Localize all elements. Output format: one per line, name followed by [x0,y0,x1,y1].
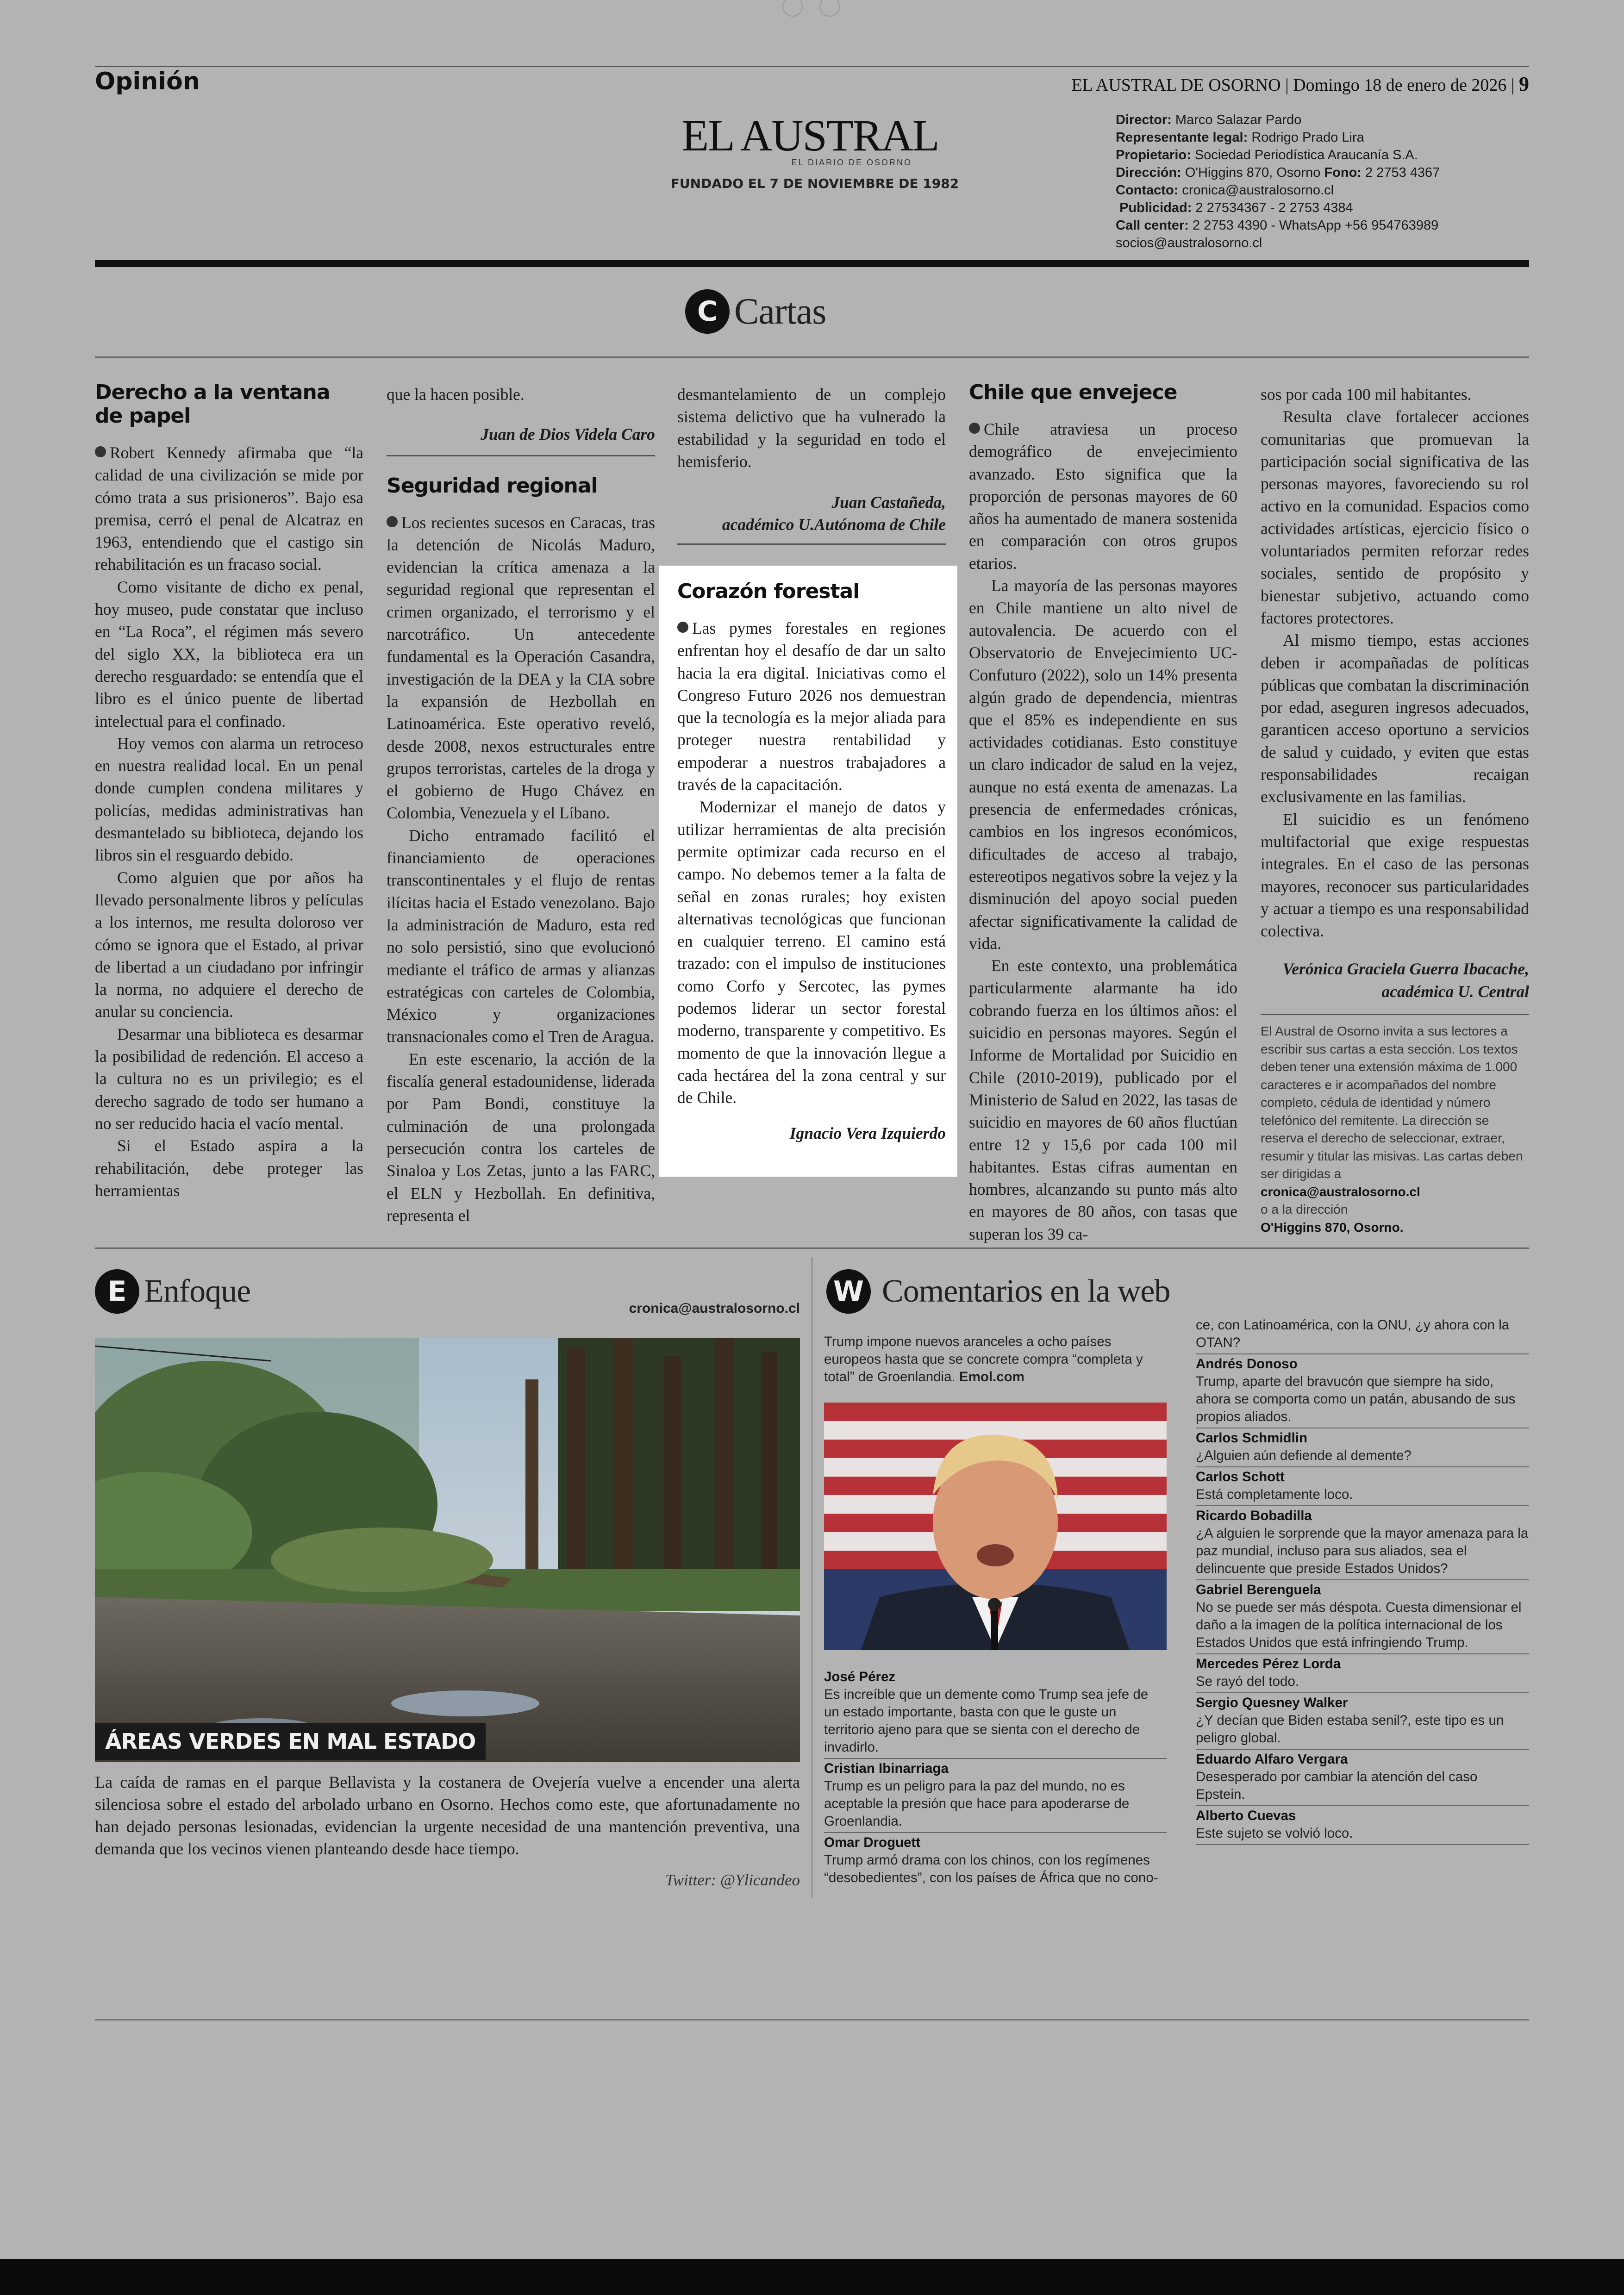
headline-text: Trump impone nuevos aranceles a ocho países europeos hasta que se concrete compra “completa y total” de Groenlandia. [824,1334,1143,1384]
cartas-heading: Cartas [734,291,826,332]
comment-item [1196,1580,1529,1654]
comment-author[interactable]: Omar Droguett [824,1835,921,1850]
submission-note-text: El Austral de Osorno invita a sus lectores a escribir sus cartas a esta sección. Los textos deben tener una extensión máxima de 1.000 caracteres e ir acompañados del nombre completo, cédula de identidad y número telefónico del remitente. La dirección se reserva el derecho de seleccionar, extraer, resumir y titular las misivas. Las cartas deben ser dirigidas a [1261,1024,1523,1181]
comment-text: No se puede ser más déspota. Cuesta dimensionar el daño a la imagen de la política internacional de los Estados Unidos que está infringiendo Trump. [1196,1600,1522,1650]
staff-row: Call center: 2 2753 4390 - WhatsApp +56 954763989 [1116,218,1439,233]
letter-4-paragraph: La mayoría de las personas mayores en Chile mantiene un alto nivel de autovalencia. De acuerdo con el Observatorio de Envejecimiento UC-Confuturo (2022), solo un 14% presenta algún grado de dependencia, mientras que el 85% es independiente en sus actividades cotidianas. Esto constituye un claro indicador de salud en la vejez, aunque no está exenta de amenazas. La presencia de enfermedades crónicas, cambios en los ingresos económicos, dificultades de acceso al trabajo, estereotipos negativos sobre la vejez y la disminución del apoyo social pueden afectar significativamente la calidad de vida. [969,576,1237,953]
top-rule [95,66,1529,67]
folio-date: Domingo 18 de enero de 2026 [1293,75,1507,95]
letter-2-signature-affiliation: académico U.Autónoma de Chile [722,515,946,534]
header-bottom-rule [95,260,1529,267]
letter-4-paragraph: Resulta clave fortalecer acciones comunitarias que promuevan la participación social significativa de las personas mayores, favoreciendo su rol activo en la comunidad. Espacios como actividades artísticas, ejercicio físico o voluntariados permiten reforzar redes sociales, sentido de propósito y bienestar subjetivo, actuando como factores protectores. [1261,407,1529,627]
letter-3-paragraph: Las pymes forestales en regiones enfrentan hoy el desafío de dar un salto hacia la era digital. Iniciativas como el Congreso Futuro 2026 nos demuestran que la tecnología es la mejor aliada para proteger nuestra rentabilidad y empoderar a nuestros trabajadores a través de la capacitación. [677,619,946,794]
enfoque-email[interactable]: cronica@australosorno.cl [629,1301,800,1316]
letter-4-paragraph: Al mismo tiempo, estas acciones deben ir acompañadas de políticas públicas que combatan la discriminación por edad, aseguren ingresos adecuados, garanticen acceso oportuno a servicios de salud y cuidado, y eviten que estas responsabilidades recaigan exclusivamente en las familias. [1261,631,1529,806]
letter-2-continuation: desmantelamiento de un complejo sistema delictivo que ha vulnerado la estabilidad y la seguridad en todo el hemisferio. [677,385,946,471]
staff-row: Contacto: cronica@australosorno.cl [1116,183,1334,198]
comment-author[interactable]: Sergio Quesney Walker [1196,1695,1348,1710]
headline-source[interactable]: Emol.com [959,1369,1024,1384]
letter-1-paragraph: Si el Estado aspira a la rehabilitación, debe proteger las herramientas [95,1136,363,1200]
comment-text: Este sujeto se volvió loco. [1196,1826,1353,1841]
masthead-logo [667,113,954,168]
comment-text: Es increíble que un demente como Trump sea jefe de un estado importante, basta con que le guste un territorio ajeno para que se sienta con el derecho de invadirlo. [824,1687,1149,1755]
comment-author[interactable]: Mercedes Pérez Lorda [1196,1656,1341,1671]
comment-author[interactable]: Carlos Schott [1196,1469,1285,1484]
news-photo [824,1403,1167,1650]
comment-text: Se rayó del todo. [1196,1674,1299,1689]
letter-1-signature: Juan de Dios Videla Caro [481,425,655,444]
comment-item [1196,1654,1529,1693]
submission-or: o a la dirección [1261,1202,1348,1217]
letter-2-paragraph: En este escenario, la acción de la fiscalía general estadounidense, liderada por Pam Bondi, constituye la culminación de una prolongada persecución contra los carteles de Sinaloa y Los Zetas, junto a las FARC, el ELN y Hezbollah. En definitiva, representa el [387,1049,655,1225]
comment-author[interactable]: Carlos Schmidlin [1196,1430,1307,1446]
section-label: Opinión [95,68,200,95]
letter-divider [1261,1014,1529,1015]
staff-row: Publicidad: 2 27534367 - 2 2753 4384 [1119,200,1353,215]
letter-1-paragraph: Hoy vemos con alarma un retroceso en nuestra realidad local. En un penal donde cumplen condena militares y policías, medidas administrativas han desmantelado su biblioteca, dejando los libros sin el resguardo debido. [95,734,363,865]
comentarios-icon: W [826,1269,871,1314]
comment-text: Está completamente loco. [1196,1487,1353,1502]
staff-row: socios@australosorno.cl [1116,236,1262,250]
letter-4-continuation-column [1261,383,1529,1236]
comentarios-title [826,1269,1170,1314]
comment-item [1196,1506,1529,1580]
letter-1-paragraph: Desarmar una biblioteca es desarmar la posibilidad de redención. El acceso a la cultura no es un privilegio; es el derecho sagrado de todo ser humano a no ser reducido hacia el vacío mental. [95,1024,363,1133]
comment-item [824,1759,1167,1833]
comment-text: ¿Alguien aún defiende al demente? [1196,1448,1412,1463]
masthead-subtitle: EL DIARIO DE OSORNO [791,158,912,167]
cartas-title [685,289,826,334]
letter-2-paragraph: Los recientes sucesos en Caracas, tras la detención de Nicolás Maduro, evidencian la crítica amenaza a la seguridad regional que representan el crimen organizado, el terrorismo y el narcotráfico. Un antecedente fundamental es la Operación Casandra, investigación de la DEA y la CIA sobre la expansión de Hezbollah en Latinoamérica. Este operativo reveló, desde 2008, nexos estructurales entre grupos terroristas, carteles de la droga y el gobierno de Hugo Chávez en Colombia, Venezuela y el Líbano. [387,513,655,823]
folio: EL AUSTRAL DE OSORNO | Domingo 18 de enero de 2026 | 9 [1071,73,1529,95]
letter-1-continuation: que la hacen posible. [387,385,525,404]
bullet-icon [95,446,106,457]
staff-row: Representante legal: Rodrigo Prado Lira [1116,130,1364,145]
submission-email[interactable]: cronica@australosorno.cl [1261,1184,1420,1199]
park-photo-illustration [95,1338,800,1762]
masthead-name: EL AUSTRAL [681,111,939,160]
letter-3-title: Corazón forestal [677,580,860,603]
letter-1-paragraph: Como alguien que por años ha llevado personalmente libros y películas a los internos, me resulta doloroso ver cómo se ignora que el Estado, al privar de libertad a un ciudadano por infringir la norma, no adquiere el derecho de anular su conciencia. [95,868,363,1021]
comment-continuation: ce, con Latinoamérica, con la ONU, ¿y ahora con la OTAN? [1196,1316,1529,1354]
enfoque-title [95,1269,250,1314]
enfoque-credit[interactable]: Twitter: @Ylicandeo [665,1871,800,1889]
letter-2-paragraph: Dicho entramado facilitó el financiamiento de operaciones transcontinentales y el flujo de rentas ilícitas hacia el Estado venezolano. Bajo la administración de Maduro, esta red no solo persistió, sino que evolucionó mediante el tráfico de armas y alianzas estratégicas con carteles de Colombia, México y organizaciones transnacionales como el Tren de Aragua. [387,826,655,1046]
letter-2-signature-name: Juan Castañeda, [831,493,946,512]
bullet-icon [969,423,980,434]
page-bottom-rule [95,2019,1529,2021]
comment-item [1196,1693,1529,1750]
letter-2-title: Seguridad regional [387,474,598,498]
bullet-icon [387,516,398,527]
letter-4-paragraph: Chile atraviesa un proceso demográfico de envejecimiento avanzado. Esto significa que la proporción de personas mayores de 60 años ha aumentado de manera sostenida en comparación con otros grupos etarios. [969,420,1237,573]
comment-text: Desesperado por cambiar la atención del caso Epstein. [1196,1769,1478,1802]
comment-text: Trump armó drama con los chinos, con los regímenes “desobedientes”, con los países de África que no cono- [824,1852,1158,1885]
bullet-icon [677,622,688,633]
letter-4-title: Chile que envejece [969,380,1177,404]
enfoque-text: La caída de ramas en el parque Bellavista y la costanera de Ovejería vuelve a encender una alerta silenciosa sobre el estado del arbolado urbano en Osorno. Hechos como este, que afortunadamente no han dejado personas lesionadas, evidencian la urgente necesidad de una mantención preventiva, una demanda que los vecinos vienen planteando desde hace tiempo. [95,1773,800,1858]
letter-3-signature: Ignacio Vera Izquierdo [789,1123,946,1142]
comment-author[interactable]: Ricardo Bobadilla [1196,1508,1312,1523]
letter-divider [677,543,946,545]
enfoque-photo-caption: ÁREAS VERDES EN MAL ESTADO [95,1723,486,1760]
letter-divider [387,455,655,456]
comment-author[interactable]: José Pérez [824,1669,896,1684]
page-number: 9 [1519,73,1529,95]
staff-row: Director: Marco Salazar Pardo [1116,112,1302,127]
viewer-bottom-bar [0,2259,1624,2295]
comment-text: Trump, aparte del bravucón que siempre ha sido, ahora se comporta como un patán, abusando de sus propios aliados. [1196,1374,1516,1424]
submission-address: O'Higgins 870, Osorno. [1261,1220,1404,1235]
comment-text: ¿Y decían que Biden estaba senil?, este tipo es un peligro global. [1196,1713,1504,1746]
letter-4-column [969,380,1237,1245]
comment-author[interactable]: Eduardo Alfaro Vergara [1196,1752,1348,1767]
comment-item [1196,1806,1529,1845]
letter-3-paragraph: Modernizar el manejo de datos y utilizar herramientas de alta precisión permite optimizar cada recurso en el campo. No debemos temer a la falta de señal en zonas rurales; hoy existen alternativas tecnológicas que funcionan en cualquier terreno. El camino está trazado: con el impulso de instituciones como Corfo y Sercotec, las pymes podemos liderar un sector forestal moderno, transparente y competitivo. Es momento de que la innovación llegue a cada hectárea del la zona central y sur de Chile. [677,798,946,1107]
staff-box [1116,111,1532,252]
enfoque-icon: E [95,1269,139,1314]
comment-author[interactable]: Gabriel Berenguela [1196,1582,1321,1597]
letter-4-signature-name: Verónica Graciela Guerra Ibacache, [1282,960,1529,979]
letter-4-paragraph: El suicidio es un fenómeno multifactorial que exige respuestas integrales. En el caso de las personas mayores, reconocer sus particularidades y actuar a tiempo es una responsabilidad colectiva. [1261,810,1529,941]
letter-4-paragraph: sos por cada 100 mil habitantes. [1261,385,1472,404]
comments-right-column [1196,1316,1529,1845]
comment-item [1196,1428,1529,1467]
portrait-illustration [824,1403,1167,1650]
letter-3-column [677,383,946,545]
letter-3-body [677,580,946,1158]
letter-1-paragraph: Robert Kennedy afirmaba que “la calidad de una civilización se mide por cómo trata a sus prisioneros”. Bajo esa premisa, cerró el penal de Alcatraz en 1963, entendiendo que el castigo sin rehabilitación es un fracaso social. [95,443,363,574]
letter-4-paragraph: En este contexto, una problemática particularmente alarmante ha ido cobrando fuerza en los últimos años: el suicidio en personas mayores. Según el Informe de Mortalidad por Suicidio en Chile (2010-2019), publicado por el Ministerio de Salud en 2022, las tasas de suicidio en mayores de 60 años fluctúan entre 12 y 15,6 por cada 100 mil habitantes. Estas cifras aumentan en hombres, alcanzando su punto más alto en mayores de 80 años, con tasas que superan los 39 ca- [969,956,1237,1243]
comment-text: Trump es un peligro para la paz del mundo, no es aceptable la presión que hace para apoderarse de Groenlandia. [824,1778,1130,1829]
comentarios-heading: Comentarios en la web [882,1273,1170,1309]
cartas-bottom-rule [95,1247,1529,1249]
folio-paper: EL AUSTRAL DE OSORNO [1071,75,1281,95]
staff-row: Dirección: O'Higgins 870, Osorno Fono: 2 2753 4367 [1116,165,1440,180]
comment-author[interactable]: Alberto Cuevas [1196,1808,1296,1823]
letter-2-column [387,383,655,1227]
letter-1-paragraph: Como visitante de dicho ex penal, hoy museo, pude constatar que incluso en “La Roca”, el régimen más severo del siglo XX, la biblioteca era un derecho resguardado: se entendía que el libro es el único puente de libertad intelectual para el confinado. [95,577,363,730]
cartas-icon: C [685,289,730,334]
page-next-icon[interactable] [819,0,840,17]
enfoque-photo [95,1338,800,1762]
comment-item [824,1833,1167,1887]
staff-row: Propietario: Sociedad Periodística Araucanía S.A. [1116,148,1418,162]
comment-author[interactable]: Cristian Ibinarriaga [824,1761,949,1776]
founded-line: FUNDADO EL 7 DE NOVIEMBRE DE 1982 [670,176,959,191]
comments-left-column [824,1667,1167,1887]
comment-item [1196,1467,1529,1506]
page-prev-icon[interactable] [782,0,803,17]
comment-author[interactable]: Andrés Donoso [1196,1356,1298,1372]
comentarios-headline [824,1333,1157,1386]
cartas-rule [95,356,1529,358]
submission-note [1261,1023,1529,1236]
comment-text: ¿A alguien le sorprende que la mayor amenaza para la paz mundial, incluso para sus aliados, sea el delincuente que preside Estados Unidos? [1196,1526,1529,1576]
letter-4-signature-affiliation: académica U. Central [1381,982,1529,1001]
letter-1-column [95,380,363,1202]
enfoque-heading: Enfoque [144,1273,251,1309]
letter-1-title: Derecho a la ventana de papel [95,380,330,428]
comment-item [824,1667,1167,1759]
comment-item [1196,1354,1529,1428]
comment-item [1196,1750,1529,1806]
